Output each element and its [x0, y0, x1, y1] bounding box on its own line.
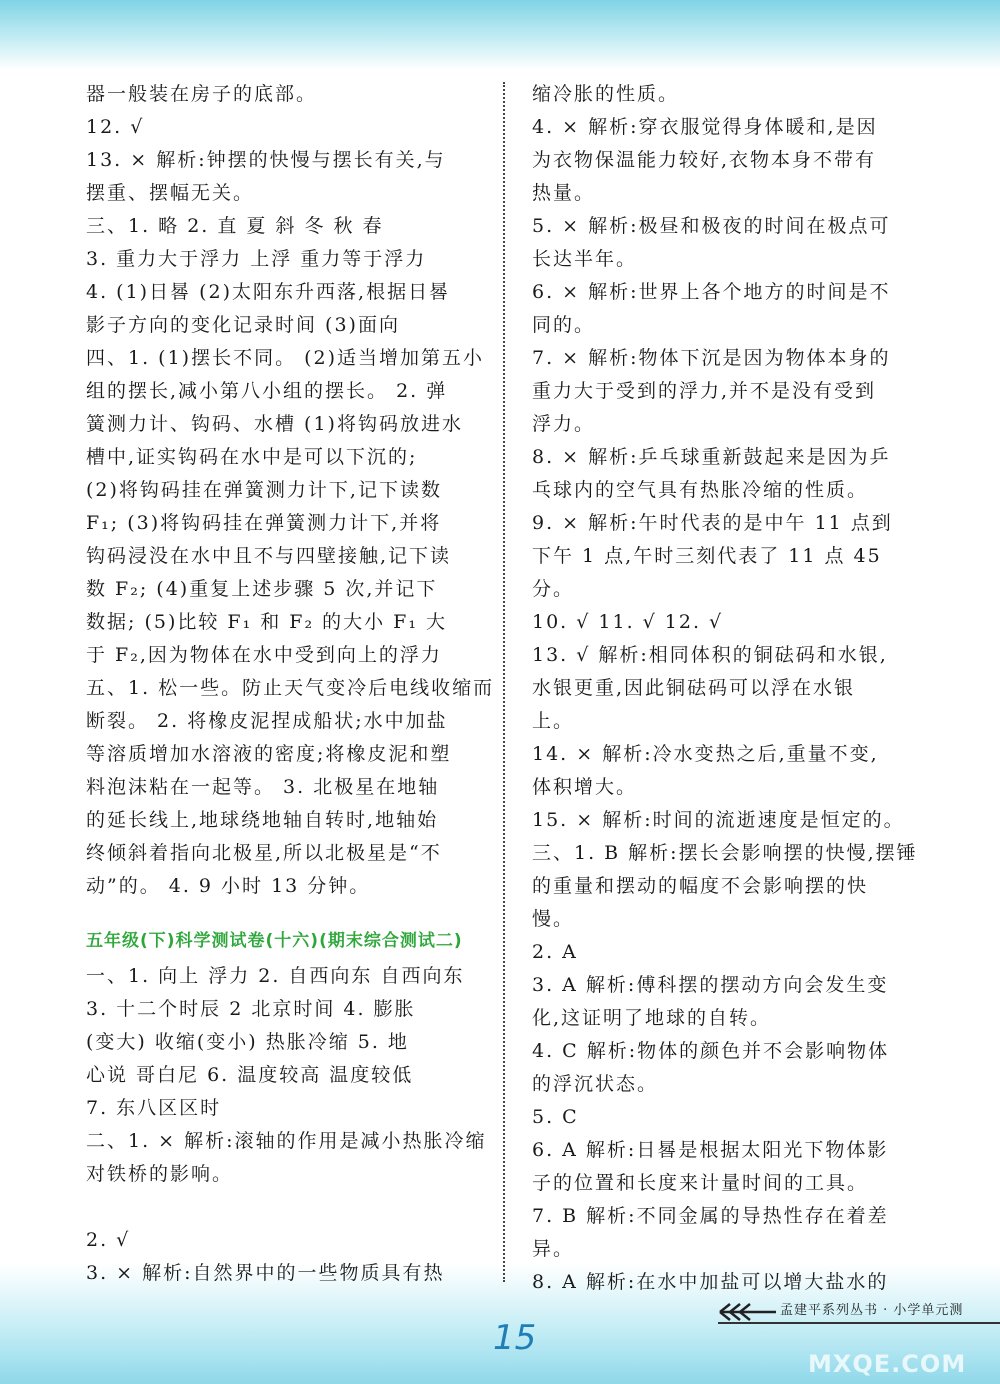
column-divider [503, 82, 505, 1282]
answer-line: 异。 [532, 1238, 575, 1260]
answer-line: 槽中,证实钩码在水中是可以下沉的; [86, 446, 418, 468]
answer-line: 5. × 解析:极昼和极夜的时间在极点可 [532, 215, 891, 237]
answer-line: 组的摆长,减小第八小组的摆长。 2. 弹 [86, 380, 448, 402]
answer-line: 体积增大。 [532, 776, 638, 798]
answer-line: 于 F₂,因为物体在水中受到向上的浮力 [86, 644, 442, 666]
answer-line: 等溶质增加水溶液的密度;将橡皮泥和塑 [86, 743, 452, 765]
answer-line: 6. × 解析:世界上各个地方的时间是不 [532, 281, 891, 303]
section-title: 五年级(下)科学测试卷(十六)(期末综合测试二) [86, 931, 463, 951]
answer-line: 5. C [532, 1106, 579, 1128]
arrow-icon [718, 1300, 778, 1324]
answer-line: 断裂。 2. 将橡皮泥捏成船状;水中加盐 [86, 710, 448, 732]
page-number: 15 [493, 1318, 537, 1358]
answer-line: 四、1. (1)摆长不同。 (2)适当增加第五小 [86, 347, 485, 369]
series-footer-text: 孟建平系列丛书 · 小学单元测 [780, 1303, 964, 1318]
answer-line: 重力大于受到的浮力,并不是没有受到 [532, 380, 877, 402]
footer-rule [718, 1322, 1000, 1324]
answer-line: 三、1. 略 2. 直 夏 斜 冬 秋 春 [86, 215, 384, 237]
answer-line: 7. 东八区区时 [86, 1097, 222, 1119]
answer-line: 终倾斜着指向北极星,所以北极星是“不 [86, 842, 442, 864]
answer-line: 簧测力计、钩码、水槽 (1)将钩码放进水 [86, 413, 463, 435]
left-column [86, 78, 495, 1290]
answer-line: 浮力。 [532, 413, 596, 435]
answer-line: 3. A 解析:傅科摆的摆动方向会发生变 [532, 974, 889, 996]
answer-line: 料泡沫粘在一起等。 3. 北极星在地轴 [86, 776, 440, 798]
answer-line: 8. × 解析:乒乓球重新鼓起来是因为乒 [532, 446, 891, 468]
answer-line: (变大) 收缩(变小) 热胀冷缩 5. 地 [86, 1031, 409, 1053]
answer-line: 心说 哥白尼 6. 温度较高 温度较低 [86, 1064, 414, 1086]
answer-line: 慢。 [532, 908, 575, 930]
answer-line [86, 1191, 486, 1224]
answer-line: 影子方向的变化记录时间 (3)面向 [86, 314, 400, 336]
answer-line: 器一般装在房子的底部。 [86, 83, 318, 105]
answer-line: 2. √ [86, 1229, 131, 1251]
top-decorative-band [0, 0, 1000, 70]
answer-line: 下午 1 点,午时三刻代表了 11 点 45 [532, 545, 882, 567]
answer-line: 上。 [532, 710, 575, 732]
answer-line: 4. C 解析:物体的颜色并不会影响物体 [532, 1040, 890, 1062]
answer-line: 分。 [532, 578, 575, 600]
answer-line: 子的位置和长度来计量时间的工具。 [532, 1172, 869, 1194]
answer-line: 15. × 解析:时间的流逝速度是恒定的。 [532, 809, 905, 831]
answer-line: 动”的。 4. 9 小时 13 分钟。 [86, 875, 371, 897]
answer-line: 4. × 解析:穿衣服觉得身体暖和,是因 [532, 116, 878, 138]
answer-line: 的延长线上,地球绕地轴自转时,地轴始 [86, 809, 439, 831]
answer-line: 钩码浸没在水中且不与四壁接触,记下读 [86, 545, 452, 567]
answer-line: 7. B 解析:不同金属的导热性存在着差 [532, 1205, 889, 1227]
watermark: MXQE.COM [808, 1350, 967, 1378]
answer-line: 3. 十二个时辰 2 北京时间 4. 膨胀 [86, 998, 416, 1020]
right-column [532, 78, 922, 1299]
answer-line: 为衣物保温能力较好,衣物本身不带有 [532, 149, 877, 171]
answer-line: 乓球内的空气具有热胀冷缩的性质。 [532, 479, 869, 501]
answer-line: 12. √ [86, 116, 145, 138]
answer-line: 同的。 [532, 314, 596, 336]
answer-line: 13. √ 解析:相同体积的铜砝码和水银, [532, 644, 888, 666]
answer-line: F₁; (3)将钩码挂在弹簧测力计下,并将 [86, 512, 442, 534]
answer-line: (2)将钩码挂在弹簧测力计下,记下读数 [86, 479, 442, 501]
answer-line: 一、1. 向上 浮力 2. 自西向东 自西向东 [86, 965, 465, 987]
answer-line: 的浮沉状态。 [532, 1073, 659, 1095]
answer-line: 2. A [532, 941, 578, 963]
answer-line: 6. A 解析:日晷是根据太阳光下物体影 [532, 1139, 889, 1161]
answer-line: 热量。 [532, 182, 596, 204]
answer-line: 9. × 解析:午时代表的是中午 11 点到 [532, 512, 893, 534]
answer-line: 水银更重,因此铜砝码可以浮在水银 [532, 677, 856, 699]
answer-line: 3. × 解析:自然界中的一些物质具有热 [86, 1262, 445, 1284]
answer-line: 数据; (5)比较 F₁ 和 F₂ 的大小 F₁ 大 [86, 611, 447, 633]
answer-line: 14. × 解析:冷水变热之后,重量不变, [532, 743, 879, 765]
answer-line: 摆重、摆幅无关。 [86, 182, 255, 204]
answer-line: 的重量和摆动的幅度不会影响摆的快 [532, 875, 869, 897]
answer-line: 缩冷胀的性质。 [532, 83, 680, 105]
answer-line: 8. A 解析:在水中加盐可以增大盐水的 [532, 1271, 889, 1293]
answer-line: 二、1. × 解析:滚轴的作用是减小热胀冷缩 [86, 1130, 487, 1152]
answer-line: 数 F₂; (4)重复上述步骤 5 次,并记下 [86, 578, 438, 600]
answer-line: 长达半年。 [532, 248, 638, 270]
answer-line: 7. × 解析:物体下沉是因为物体本身的 [532, 347, 891, 369]
answer-line: 13. × 解析:钟摆的快慢与摆长有关,与 [86, 149, 446, 171]
answer-line: 对铁桥的影响。 [86, 1163, 234, 1185]
answer-line: 五、1. 松一些。防止天气变冷后电线收缩而 [86, 677, 495, 699]
answer-line: 4. (1)日晷 (2)太阳东升西落,根据日晷 [86, 281, 451, 303]
answer-line: 三、1. B 解析:摆长会影响摆的快慢,摆锤 [532, 842, 918, 864]
answer-line: 3. 重力大于浮力 上浮 重力等于浮力 [86, 248, 427, 270]
answer-line: 化,这证明了地球的自转。 [532, 1007, 772, 1029]
answer-line: 10. √ 11. √ 12. √ [532, 611, 724, 633]
